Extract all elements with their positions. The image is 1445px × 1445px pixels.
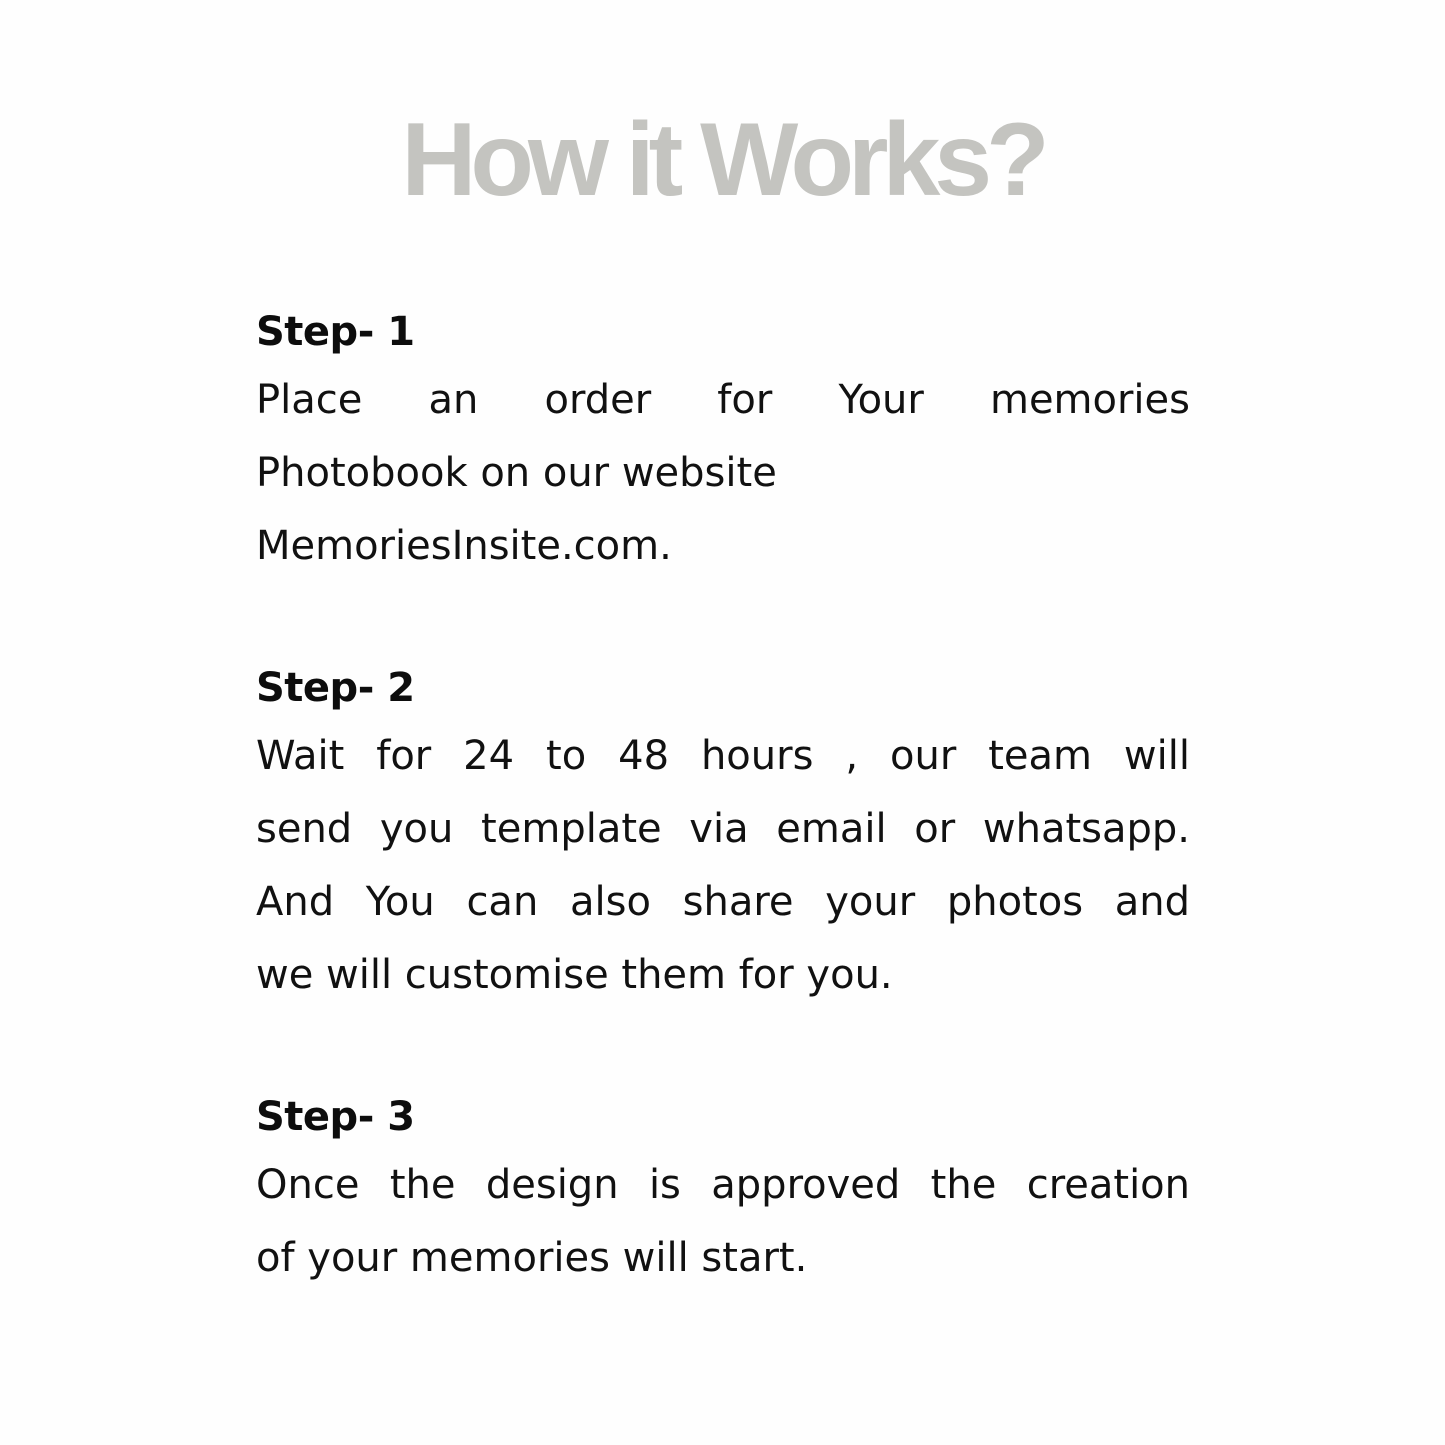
step-1-line-1: Place an order for Your memories: [256, 377, 1190, 423]
page-title: How it Works?: [401, 102, 1044, 218]
step-2-line-1: Wait for 24 to 48 hours , our team will: [256, 733, 1190, 779]
step-3: [256, 1085, 1190, 1295]
step-1-line-2: Photobook on our website: [256, 450, 777, 496]
step-2-line-2: send you template via email or whatsapp.: [256, 806, 1190, 852]
step-1-line-3: MemoriesInsite.com.: [256, 523, 672, 569]
step-3-text: [256, 1149, 1190, 1295]
step-2: [256, 656, 1190, 1012]
step-2-line-3: And You can also share your photos and: [256, 879, 1190, 925]
step-1-text: [256, 364, 1190, 583]
step-3-heading: Step- 3: [256, 1094, 415, 1140]
step-1: [256, 300, 1190, 583]
step-2-line-4: we will customise them for you.: [256, 952, 893, 998]
steps-list: [256, 300, 1190, 1295]
step-3-line-2: of your memories will start.: [256, 1235, 808, 1281]
step-1-heading: Step- 1: [256, 309, 415, 355]
step-2-text: [256, 720, 1190, 1012]
step-3-line-1: Once the design is approved the creation: [256, 1162, 1190, 1208]
step-2-heading: Step- 2: [256, 665, 415, 711]
